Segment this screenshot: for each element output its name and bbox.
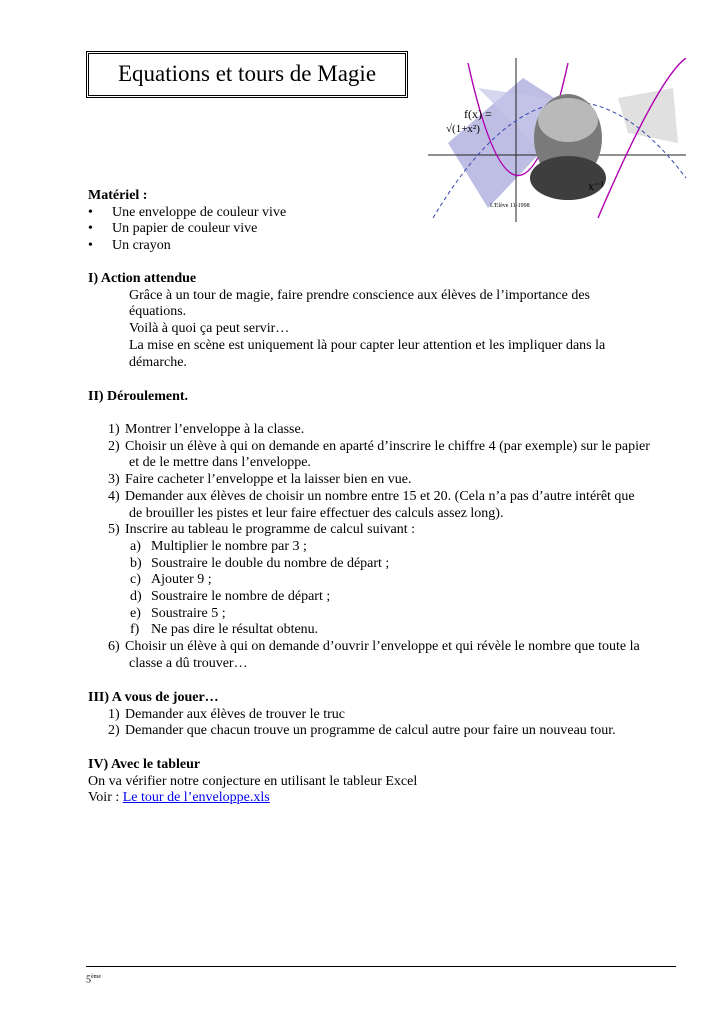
list-item: 3) Faire cacheter l’enveloppe et la laisser bien en vue.	[108, 472, 412, 488]
list-item: 2) Choisir un élève à qui on demande en aparté d’inscrire le chiffre 4 (par exemple) sur le papier	[108, 438, 650, 454]
section-heading: II) Déroulement.	[88, 389, 189, 404]
sub-list-item: f) Ne pas dire le résultat obtenu.	[130, 622, 319, 638]
list-item: • Un crayon	[88, 238, 171, 254]
footer-level: 5ème	[86, 974, 101, 986]
bullet-icon: •	[88, 204, 93, 220]
section-heading: IV) Avec le tableur	[88, 757, 201, 772]
svg-text:L'Elève 11-1998: L'Elève 11-1998	[490, 203, 530, 209]
sub-list-item: e) Soustraire 5 ;	[130, 605, 226, 621]
footer-divider	[86, 966, 676, 967]
voir-label: Voir :	[88, 790, 123, 806]
list-item: 5) Inscrire au tableau le programme de calcul suivant :	[108, 522, 415, 538]
list-item: • Un papier de couleur vive	[88, 221, 258, 237]
spreadsheet-link[interactable]: Le tour de l’enveloppe.xls	[122, 790, 270, 806]
list-item: 1) Montrer l’enveloppe à la classe.	[108, 422, 305, 437]
sub-list-item: b) Soustraire le double du nombre de départ ;	[130, 555, 390, 571]
materiel-list	[88, 205, 688, 255]
svg-text:f(x) =: f(x) =	[464, 107, 492, 121]
list-item: 6) Choisir un élève à qui on demande d’ouvrir l’enveloppe et qui révèle le nombre que toute la	[108, 639, 640, 655]
list-item-continuation: et de le mettre dans l’enveloppe.	[129, 455, 311, 471]
paragraph-line: On va vérifier notre conjecture en utilisant le tableur Excel	[88, 773, 418, 789]
voir-line	[88, 790, 688, 807]
paragraph-line: équations.	[129, 304, 187, 320]
bullet-icon: •	[88, 238, 93, 254]
materiel-heading: Matériel :	[88, 188, 148, 203]
list-item: • Une enveloppe de couleur vive	[88, 204, 287, 220]
list-item-continuation: de brouiller les pistes et leur faire effectuer des calculs assez long).	[129, 505, 504, 521]
section-avec-le-tableur	[88, 757, 688, 807]
sub-list-item: d) Soustraire le nombre de départ ;	[130, 589, 331, 605]
paragraph-line: La mise en scène est uniquement là pour capter leur attention et les impliquer dans la	[129, 337, 606, 353]
svg-text:√(1+x²): √(1+x²)	[446, 123, 480, 135]
deroulement-list	[88, 422, 688, 673]
list-item: 1) Demander aux élèves de trouver le truc	[108, 706, 346, 722]
section-deroulement	[88, 389, 688, 406]
page-title: Equations et tours de Magie	[88, 53, 406, 96]
list-item: 2) Demander que chacun trouve un programme de calcul autre pour faire un nouveau tour.	[108, 723, 616, 739]
paragraph-line: Grâce à un tour de magie, faire prendre conscience aux élèves de l’importance des	[129, 287, 590, 303]
section-heading: III) A vous de jouer…	[88, 690, 219, 705]
paragraph-line: Voilà à quoi ça peut servir…	[129, 321, 290, 337]
bullet-icon: •	[88, 221, 93, 237]
materiel-section	[88, 188, 688, 255]
paragraph-line: démarche.	[129, 354, 187, 370]
section-a-vous-de-jouer	[88, 690, 688, 740]
section-heading: I) Action attendue	[88, 271, 197, 286]
list-item-continuation: classe a dû trouver…	[129, 655, 248, 671]
decorative-triangle	[618, 88, 678, 143]
sub-list-item: c) Ajouter 9 ;	[130, 572, 212, 588]
list-item: 4) Demander aux élèves de choisir un nombre entre 15 et 20. (Cela n’a pas d’autre intérêt que	[108, 488, 635, 504]
section-action-attendue	[88, 271, 688, 371]
svg-text:x⁻¹: x⁻¹	[588, 179, 604, 193]
sub-list-item: a) Multiplier le nombre par 3 ;	[130, 538, 307, 554]
